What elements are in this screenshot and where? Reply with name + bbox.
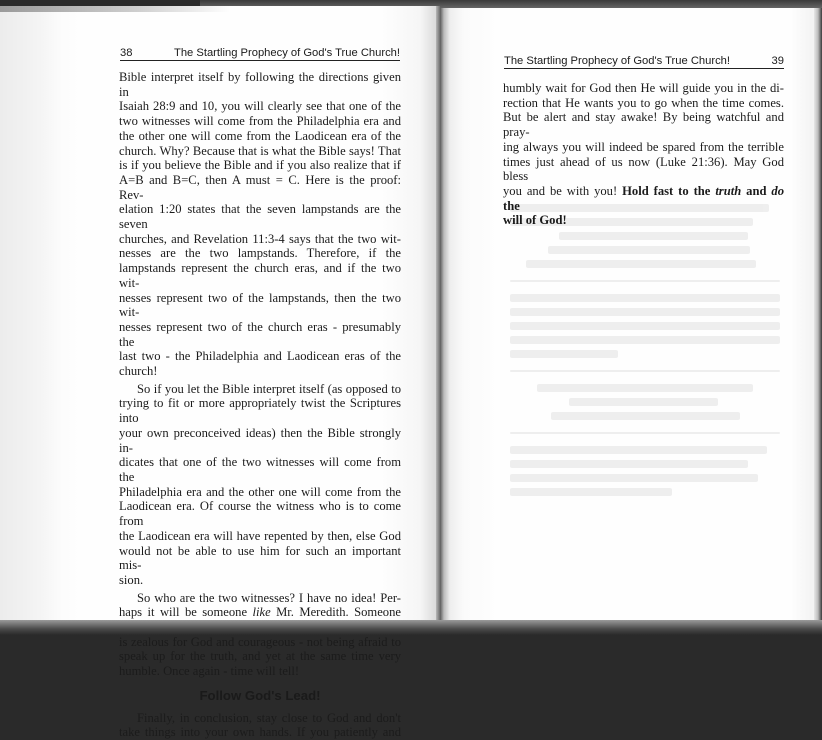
text-run: Mr. Meredith. Someone	[276, 605, 401, 620]
text-line: A=B and B=C, then A must = C. Here is the proof: Rev-	[119, 172, 401, 202]
text-line: take things into your own hands. If you patiently and	[119, 725, 401, 740]
text-line: is zealous for God and courageous - not being afraid to	[119, 634, 401, 649]
emphasis-do: do	[771, 183, 784, 198]
text-line: your own preconceived ideas) then the Bible strongly in-	[119, 425, 401, 455]
text-line: trying to fit or more appropriately twist the Scriptures into	[119, 396, 401, 426]
text-line: the Laodicean era will have repented by then, else God	[119, 528, 401, 543]
left-running-head	[120, 47, 400, 61]
text-line: two witnesses will come from the Philadelphia era and	[119, 114, 401, 129]
right-body-text	[503, 81, 784, 228]
text-run: the	[503, 198, 520, 213]
bold-run: will of God!	[503, 213, 567, 228]
text-line: would not be able to use him for such an important mis-	[119, 543, 401, 573]
text-run: Hold fast to the	[622, 183, 716, 198]
text-line: speak up for the truth, and yet at the same time very	[119, 649, 401, 664]
text-line: Isaiah 28:9 and 10, you will clearly see that one of the	[119, 99, 401, 114]
text-line: Philadelphia era and the other one will come from the	[119, 484, 401, 499]
left-running-title: The Startling Prophecy of God's True Church!	[174, 47, 400, 59]
text-line: lampstands represent the church eras, and if the two wit-	[119, 261, 401, 290]
text-line: Laodicean era. Of course the witness who is to come from	[119, 499, 401, 529]
text-line: ing always you will indeed be spared from the terrible	[503, 139, 784, 154]
left-page-number: 38	[120, 47, 133, 59]
text-line: last two - the Philadelphia and Laodicean eras of the	[119, 349, 401, 364]
left-body-text	[119, 70, 401, 740]
closing-paragraph	[503, 81, 784, 228]
text-line: the other one will come from the Laodicean era of the	[119, 128, 401, 143]
text-run: haps it will be someone	[119, 605, 253, 620]
text-line: churches, and Revelation 11:3-4 says that the two wit-	[119, 231, 401, 246]
left-page	[0, 6, 438, 740]
text-line: So who are the two witnesses? I have no idea! Per-	[137, 590, 401, 605]
right-running-head	[504, 55, 784, 69]
text-line: nesses represent two of the church eras - presumably the	[119, 319, 401, 349]
text-line: humbly wait for God then He will guide you in the di-	[503, 81, 784, 95]
text-line: dicates that one of the two witnesses will come from the	[119, 455, 401, 484]
text-line: church!	[119, 364, 158, 379]
paragraph-4	[119, 711, 401, 740]
text-run: and	[741, 183, 772, 198]
text-line: rection that He wants you to go when the time comes.	[503, 95, 784, 110]
page-right-edge	[814, 8, 822, 620]
text-line: church. Why? Because that is what the Bible says! That	[119, 143, 401, 158]
text-line	[503, 213, 784, 228]
text-line: nesses represent two of the lampstands, then the two wit-	[119, 290, 401, 320]
text-line: is if you believe the Bible and if you also realize that if	[119, 158, 401, 173]
text-line: Finally, in conclusion, stay close to God and don't	[137, 710, 401, 725]
section-heading: Follow God's Lead!	[199, 687, 321, 703]
text-line: times just ahead of us now (Luke 21:36). May God bless	[503, 154, 784, 184]
text-line: humble. Once again - time will tell!	[119, 664, 300, 679]
emphasis-truth: truth	[715, 183, 742, 198]
scan-bottom-shadow	[0, 620, 822, 635]
text-line: Bible interpret itself by following the directions given in	[119, 70, 401, 99]
show-through-texture	[510, 198, 780, 538]
text-line: sion.	[119, 572, 144, 587]
right-running-title: The Startling Prophecy of God's True Church!	[504, 55, 730, 67]
text-line: elation 1:20 states that the seven lampstands are the seven	[119, 202, 401, 232]
emphasis-like: like	[252, 605, 271, 620]
right-page-number: 39	[771, 55, 784, 67]
paragraph-1	[119, 70, 401, 379]
right-page	[440, 8, 814, 620]
paragraph-2	[119, 382, 401, 588]
text-line: So if you let the Bible interpret itself (as opposed to	[137, 381, 401, 396]
text-line: nesses are the two lampstands. Therefore, if the	[119, 246, 401, 261]
text-run: you and be with you!	[503, 183, 623, 198]
text-line	[503, 184, 784, 213]
text-line: But be alert and stay awake! By being watchful and pray-	[503, 110, 784, 140]
